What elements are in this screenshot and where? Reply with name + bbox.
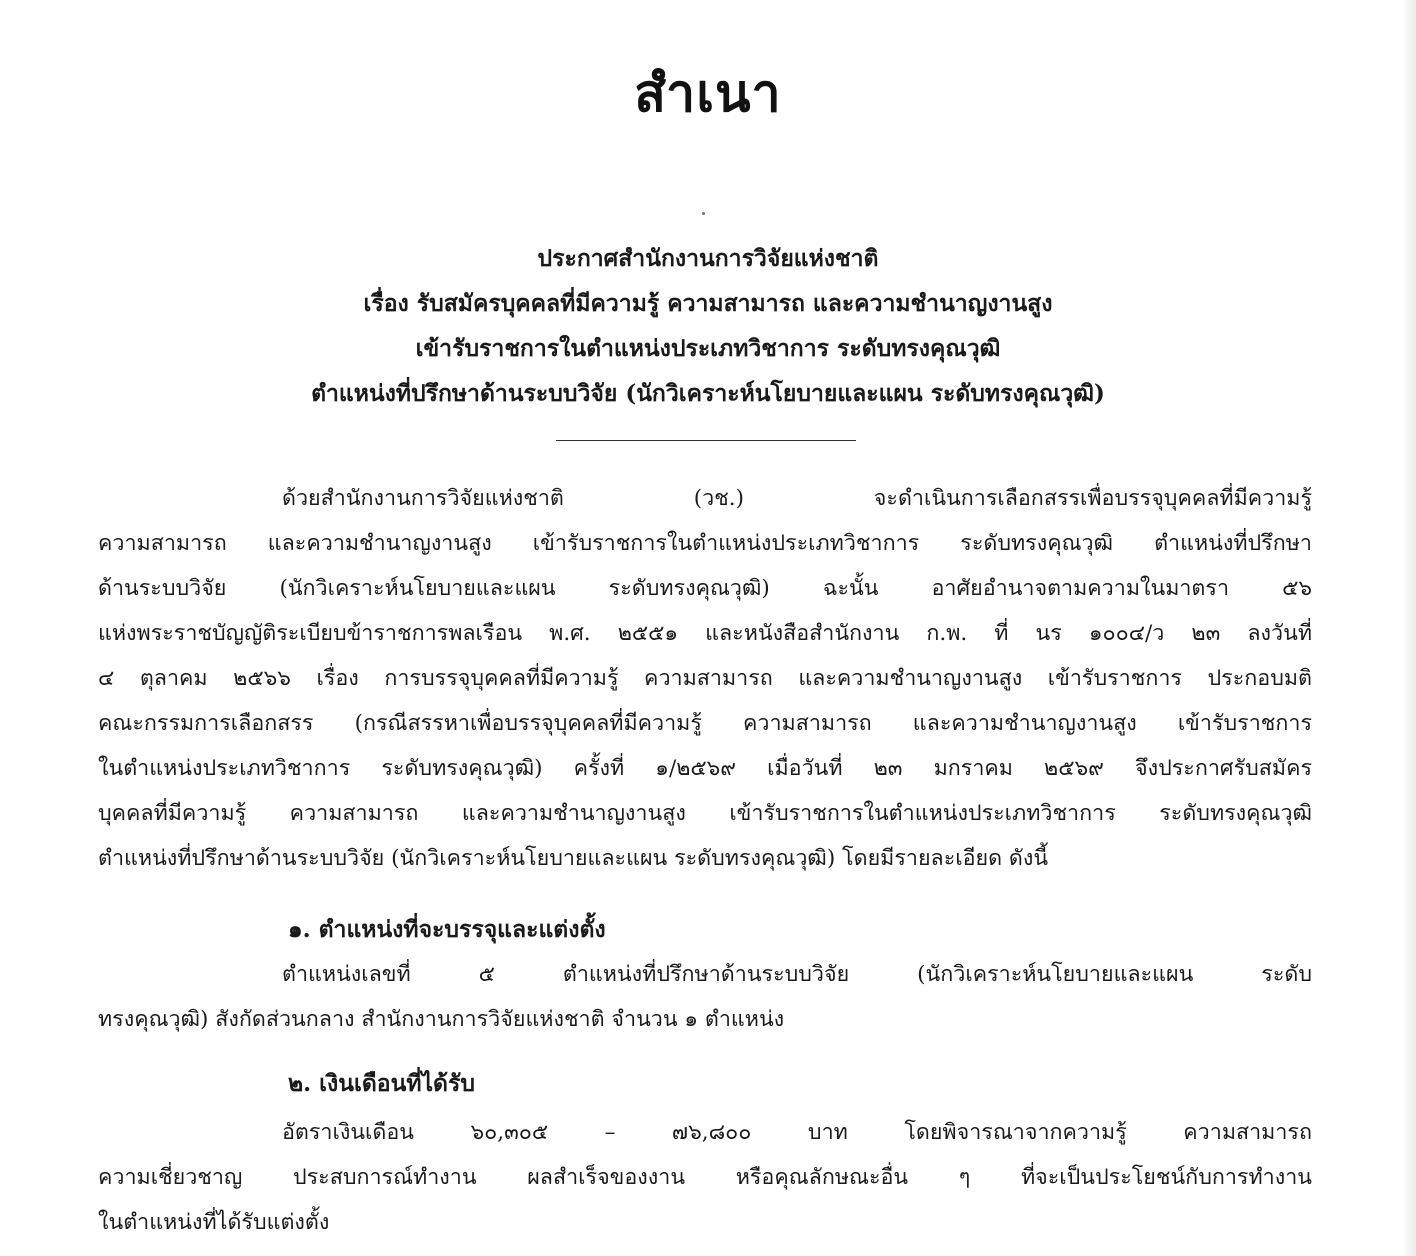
scan-speck — [702, 212, 705, 215]
header-line-2: เรื่อง รับสมัครบุคคลที่มีความรู้ ความสามารถ และความชำนาญงานสูง — [363, 290, 1053, 317]
section-2-body — [98, 1110, 1312, 1245]
section-1-body — [98, 952, 1312, 1042]
intro-line: คณะกรรมการเลือกสรร (กรณีสรรหาเพื่อบรรจุบุคคลที่มีความรู้ ความสามารถ และความชำนาญงานสูง เข้ารับราชการ — [98, 711, 1312, 736]
intro-line: แห่งพระราชบัญญัติระเบียบข้าราชการพลเรือน พ.ศ. ๒๕๕๑ และหนังสือสำนักงาน ก.พ. ที่ นร ๑๐๐๔/ว ๒๓ ลงวันที่ — [98, 621, 1312, 646]
header-line-3: เข้ารับราชการในตำแหน่งประเภทวิชาการ ระดับทรงคุณวุฒิ — [415, 335, 1001, 362]
intro-line: ๔ ตุลาคม ๒๕๖๖ เรื่อง การบรรจุบุคคลที่มีความรู้ ความสามารถ และความชำนาญงานสูง เข้ารับราชการ ประกอบมติ — [98, 666, 1312, 691]
intro-line: ในตำแหน่งประเภทวิชาการ ระดับทรงคุณวุฒิ) ครั้งที่ ๑/๒๕๖๙ เมื่อวันที่ ๒๓ มกราคม ๒๕๖๙ จึงประกาศรับสมัคร — [98, 756, 1312, 781]
section-2-line: อัตราเงินเดือน ๖๐,๓๐๕ – ๗๖,๘๐๐ บาท โดยพิจารณาจากความรู้ ความสามารถ — [282, 1120, 1312, 1145]
page-edge-shadow — [1402, 0, 1416, 1256]
intro-line: ตำแหน่งที่ปรึกษาด้านระบบวิจัย (นักวิเคราะห์นโยบายและแผน ระดับทรงคุณวุฒิ) โดยมีรายละเอียด ดังนี้ — [98, 846, 1049, 871]
intro-line: บุคคลที่มีความรู้ ความสามารถ และความชำนาญงานสูง เข้ารับราชการในตำแหน่งประเภทวิชาการ ระดับทรงคุณวุฒิ — [98, 801, 1312, 826]
copy-stamp-title: สำเนา — [634, 64, 782, 124]
section-1-line: ทรงคุณวุฒิ) สังกัดส่วนกลาง สำนักงานการวิจัยแห่งชาติ จำนวน ๑ ตำแหน่ง — [98, 1007, 785, 1032]
intro-line: ด้วยสำนักงานการวิจัยแห่งชาติ (วช.) จะดำเนินการเลือกสรรเพื่อบรรจุบุคคลที่มีความรู้ — [282, 486, 1312, 511]
section-2-line: ในตำแหน่งที่ได้รับแต่งตั้ง — [98, 1210, 330, 1235]
intro-paragraph — [98, 476, 1312, 881]
intro-line: ด้านระบบวิจัย (นักวิเคราะห์นโยบายและแผน ระดับทรงคุณวุฒิ) ฉะนั้น อาศัยอำนาจตามความในมาตรา ๕๖ — [98, 576, 1312, 601]
announcement-header — [90, 236, 1326, 416]
header-line-4: ตำแหน่งที่ปรึกษาด้านระบบวิจัย (นักวิเคราะห์นโยบายและแผน ระดับทรงคุณวุฒิ) — [311, 380, 1105, 407]
section-1-line: ตำแหน่งเลขที่ ๕ ตำแหน่งที่ปรึกษาด้านระบบวิจัย (นักวิเคราะห์นโยบายและแผน ระดับ — [282, 962, 1312, 987]
header-divider — [556, 440, 856, 441]
section-2-line: ความเชี่ยวชาญ ประสบการณ์ทำงาน ผลสำเร็จของงาน หรือคุณลักษณะอื่น ๆ ที่จะเป็นประโยชน์กับการทำงาน — [98, 1165, 1312, 1190]
header-line-1: ประกาศสำนักงานการวิจัยแห่งชาติ — [537, 245, 879, 272]
section-2-heading: ๒. เงินเดือนที่ได้รับ — [288, 1070, 475, 1097]
intro-line: ความสามารถ และความชำนาญงานสูง เข้ารับราชการในตำแหน่งประเภทวิชาการ ระดับทรงคุณวุฒิ ตำแหน่งที่ปรึกษา — [98, 531, 1312, 556]
section-1-heading: ๑. ตำแหน่งที่จะบรรจุและแต่งตั้ง — [288, 916, 606, 943]
